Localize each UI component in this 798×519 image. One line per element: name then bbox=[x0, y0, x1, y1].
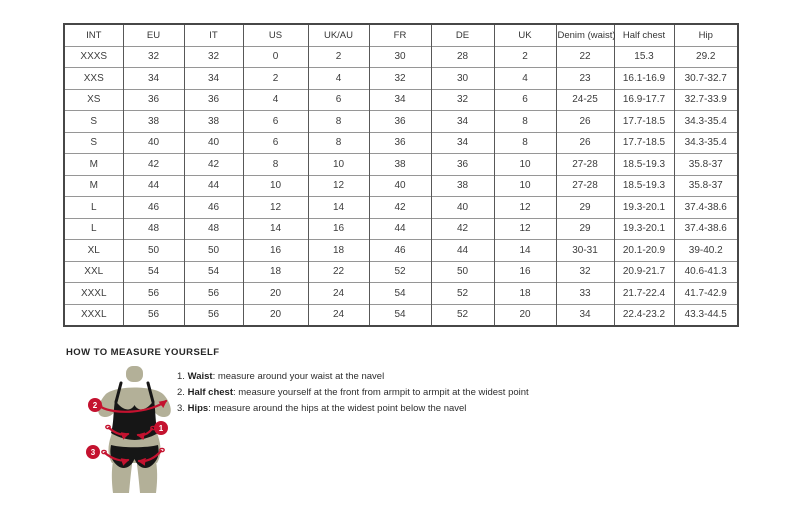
table-cell: 52 bbox=[431, 283, 494, 305]
table-cell: 16 bbox=[243, 240, 308, 262]
table-cell: 50 bbox=[184, 240, 243, 262]
table-cell: 30-31 bbox=[556, 240, 614, 262]
table-cell: 27-28 bbox=[556, 154, 614, 176]
table-cell: 46 bbox=[184, 197, 243, 219]
measurement-figure-illustration bbox=[82, 366, 187, 494]
table-cell: 56 bbox=[184, 304, 243, 326]
table-cell: 34.3-35.4 bbox=[674, 132, 738, 154]
table-cell: 42 bbox=[123, 154, 184, 176]
measure-instructions bbox=[177, 372, 529, 420]
table-cell: 10 bbox=[243, 175, 308, 197]
table-cell: 24 bbox=[308, 283, 369, 305]
table-cell: 54 bbox=[369, 304, 431, 326]
table-cell: 32 bbox=[184, 46, 243, 68]
table-cell: 48 bbox=[123, 218, 184, 240]
table-cell: 56 bbox=[123, 304, 184, 326]
table-cell: 4 bbox=[494, 68, 556, 90]
table-cell: S bbox=[64, 111, 123, 133]
measure-section-heading: HOW TO MEASURE YOURSELF bbox=[66, 347, 220, 358]
table-cell: 21.7-22.4 bbox=[614, 283, 674, 305]
table-cell: 34 bbox=[431, 111, 494, 133]
table-cell: 19.3-20.1 bbox=[614, 218, 674, 240]
step-text: : measure yourself at the front from armpit to armpit at the widest point bbox=[232, 387, 529, 398]
column-header: US bbox=[243, 24, 308, 46]
size-table-body bbox=[64, 46, 738, 326]
table-cell: 44 bbox=[369, 218, 431, 240]
table-cell: 12 bbox=[243, 197, 308, 219]
column-header: EU bbox=[123, 24, 184, 46]
table-cell: 12 bbox=[494, 218, 556, 240]
table-cell: 36 bbox=[369, 132, 431, 154]
table-cell: XXXL bbox=[64, 304, 123, 326]
table-cell: 17.7-18.5 bbox=[614, 132, 674, 154]
table-cell: 30 bbox=[431, 68, 494, 90]
table-row bbox=[64, 240, 738, 262]
column-header: IT bbox=[184, 24, 243, 46]
table-row bbox=[64, 261, 738, 283]
column-header: UK bbox=[494, 24, 556, 46]
table-cell: 32 bbox=[369, 68, 431, 90]
waist-badge-number: 1 bbox=[158, 424, 164, 433]
table-cell: 50 bbox=[123, 240, 184, 262]
step-text: : measure around your waist at the navel bbox=[212, 371, 385, 382]
measure-step-waist bbox=[177, 372, 529, 382]
table-cell: 4 bbox=[243, 89, 308, 111]
table-cell: 40 bbox=[123, 132, 184, 154]
table-cell: 14 bbox=[243, 218, 308, 240]
table-cell: 20.1-20.9 bbox=[614, 240, 674, 262]
table-cell: 2 bbox=[494, 46, 556, 68]
table-cell: 8 bbox=[308, 111, 369, 133]
table-cell: 8 bbox=[243, 154, 308, 176]
table-cell: 38 bbox=[123, 111, 184, 133]
table-cell: 22.4-23.2 bbox=[614, 304, 674, 326]
step-label: Waist bbox=[187, 371, 213, 382]
table-row bbox=[64, 304, 738, 326]
table-cell: L bbox=[64, 218, 123, 240]
table-cell: 6 bbox=[494, 89, 556, 111]
table-cell: 6 bbox=[243, 111, 308, 133]
column-header: UK/AU bbox=[308, 24, 369, 46]
table-cell: 17.7-18.5 bbox=[614, 111, 674, 133]
table-cell: XS bbox=[64, 89, 123, 111]
table-cell: 40 bbox=[184, 132, 243, 154]
table-cell: 0 bbox=[243, 46, 308, 68]
table-cell: 18 bbox=[494, 283, 556, 305]
table-cell: 8 bbox=[494, 111, 556, 133]
step-number: 3. bbox=[177, 403, 185, 414]
table-cell: 29 bbox=[556, 218, 614, 240]
table-cell: 22 bbox=[308, 261, 369, 283]
column-header: FR bbox=[369, 24, 431, 46]
table-cell: S bbox=[64, 132, 123, 154]
step-label: Half chest bbox=[187, 387, 233, 398]
table-row bbox=[64, 89, 738, 111]
table-cell: 46 bbox=[123, 197, 184, 219]
table-cell: 14 bbox=[308, 197, 369, 219]
table-row bbox=[64, 68, 738, 90]
column-header: DE bbox=[431, 24, 494, 46]
table-cell: 16.1-16.9 bbox=[614, 68, 674, 90]
table-cell: 20 bbox=[243, 283, 308, 305]
table-cell: 48 bbox=[184, 218, 243, 240]
table-cell: 8 bbox=[308, 132, 369, 154]
table-cell: L bbox=[64, 197, 123, 219]
table-cell: 54 bbox=[123, 261, 184, 283]
table-cell: 34 bbox=[369, 89, 431, 111]
table-cell: 32 bbox=[431, 89, 494, 111]
table-cell: 54 bbox=[369, 283, 431, 305]
table-cell: 20 bbox=[494, 304, 556, 326]
table-cell: 10 bbox=[308, 154, 369, 176]
swimsuit-bottom bbox=[110, 445, 158, 468]
table-cell: 8 bbox=[494, 132, 556, 154]
table-cell: 38 bbox=[369, 154, 431, 176]
table-cell: 16 bbox=[308, 218, 369, 240]
table-cell: 26 bbox=[556, 132, 614, 154]
table-cell: 56 bbox=[123, 283, 184, 305]
table-cell: 42 bbox=[431, 218, 494, 240]
table-cell: 46 bbox=[369, 240, 431, 262]
table-cell: 2 bbox=[308, 46, 369, 68]
table-cell: 12 bbox=[308, 175, 369, 197]
table-cell: 15.3 bbox=[614, 46, 674, 68]
table-cell: 20 bbox=[243, 304, 308, 326]
table-cell: 18 bbox=[308, 240, 369, 262]
table-cell: XXXL bbox=[64, 283, 123, 305]
table-cell: 34 bbox=[431, 132, 494, 154]
table-cell: 6 bbox=[308, 89, 369, 111]
table-cell: 36 bbox=[369, 111, 431, 133]
table-cell: 52 bbox=[369, 261, 431, 283]
table-cell: 18.5-19.3 bbox=[614, 154, 674, 176]
table-cell: 38 bbox=[184, 111, 243, 133]
table-cell: 32.7-33.9 bbox=[674, 89, 738, 111]
table-cell: M bbox=[64, 175, 123, 197]
table-cell: 16.9-17.7 bbox=[614, 89, 674, 111]
table-cell: 30 bbox=[369, 46, 431, 68]
table-cell: 20.9-21.7 bbox=[614, 261, 674, 283]
table-cell: 14 bbox=[494, 240, 556, 262]
table-cell: 36 bbox=[431, 154, 494, 176]
table-cell: M bbox=[64, 154, 123, 176]
table-cell: 24-25 bbox=[556, 89, 614, 111]
column-header: Denim (waist) bbox=[556, 24, 614, 46]
table-cell: 24 bbox=[308, 304, 369, 326]
column-header: Hip bbox=[674, 24, 738, 46]
table-cell: 10 bbox=[494, 154, 556, 176]
step-text: : measure around the hips at the widest point below the navel bbox=[208, 403, 467, 414]
table-cell: 10 bbox=[494, 175, 556, 197]
column-header: INT bbox=[86, 29, 102, 41]
table-cell: 32 bbox=[556, 261, 614, 283]
table-cell: 30.7-32.7 bbox=[674, 68, 738, 90]
table-cell: 38 bbox=[431, 175, 494, 197]
table-row bbox=[64, 283, 738, 305]
table-cell: 42 bbox=[184, 154, 243, 176]
table-cell: 34 bbox=[556, 304, 614, 326]
hips-badge-number: 3 bbox=[90, 448, 96, 457]
table-cell: 37.4-38.6 bbox=[674, 197, 738, 219]
measure-step-half-chest bbox=[177, 388, 529, 398]
table-cell: XXS bbox=[64, 68, 123, 90]
table-cell: 33 bbox=[556, 283, 614, 305]
table-cell: 39-40.2 bbox=[674, 240, 738, 262]
table-cell: 27-28 bbox=[556, 175, 614, 197]
table-row bbox=[64, 154, 738, 176]
table-cell: XXXS bbox=[64, 46, 123, 68]
step-number: 2. bbox=[177, 387, 185, 398]
header-row bbox=[64, 24, 738, 46]
chest-badge-number: 2 bbox=[92, 401, 98, 410]
table-cell: 37.4-38.6 bbox=[674, 218, 738, 240]
table-row bbox=[64, 132, 738, 154]
table-cell: 22 bbox=[556, 46, 614, 68]
table-cell: 29.2 bbox=[674, 46, 738, 68]
table-cell: XXL bbox=[64, 261, 123, 283]
table-cell: 50 bbox=[431, 261, 494, 283]
table-row bbox=[64, 175, 738, 197]
table-cell: 16 bbox=[494, 261, 556, 283]
table-cell: 54 bbox=[184, 261, 243, 283]
table-cell: 2 bbox=[243, 68, 308, 90]
table-cell: 32 bbox=[123, 46, 184, 68]
table-cell: 44 bbox=[184, 175, 243, 197]
table-cell: 6 bbox=[243, 132, 308, 154]
measure-step-hips bbox=[177, 404, 529, 414]
table-cell: XL bbox=[64, 240, 123, 262]
table-row bbox=[64, 218, 738, 240]
table-cell: 42 bbox=[369, 197, 431, 219]
table-cell: 34 bbox=[184, 68, 243, 90]
table-cell: 34.3-35.4 bbox=[674, 111, 738, 133]
table-row bbox=[64, 46, 738, 68]
column-header: Half chest bbox=[614, 24, 674, 46]
table-cell: 40.6-41.3 bbox=[674, 261, 738, 283]
table-cell: 36 bbox=[184, 89, 243, 111]
table-cell: 4 bbox=[308, 68, 369, 90]
size-table bbox=[63, 23, 739, 327]
table-cell: 18.5-19.3 bbox=[614, 175, 674, 197]
table-cell: 43.3-44.5 bbox=[674, 304, 738, 326]
table-cell: 44 bbox=[123, 175, 184, 197]
table-cell: 40 bbox=[369, 175, 431, 197]
table-cell: 26 bbox=[556, 111, 614, 133]
table-row bbox=[64, 197, 738, 219]
table-cell: 28 bbox=[431, 46, 494, 68]
table-cell: 56 bbox=[184, 283, 243, 305]
table-row bbox=[64, 111, 738, 133]
step-label: Hips bbox=[187, 403, 209, 414]
table-cell: 29 bbox=[556, 197, 614, 219]
table-cell: 35.8-37 bbox=[674, 154, 738, 176]
table-cell: 41.7-42.9 bbox=[674, 283, 738, 305]
table-cell: 23 bbox=[556, 68, 614, 90]
table-cell: 52 bbox=[431, 304, 494, 326]
table-cell: 18 bbox=[243, 261, 308, 283]
table-cell: 12 bbox=[494, 197, 556, 219]
table-cell: 34 bbox=[123, 68, 184, 90]
table-cell: 19.3-20.1 bbox=[614, 197, 674, 219]
table-cell: 36 bbox=[123, 89, 184, 111]
table-cell: 35.8-37 bbox=[674, 175, 738, 197]
table-cell: 44 bbox=[431, 240, 494, 262]
table-cell: 40 bbox=[431, 197, 494, 219]
step-number: 1. bbox=[177, 371, 185, 382]
